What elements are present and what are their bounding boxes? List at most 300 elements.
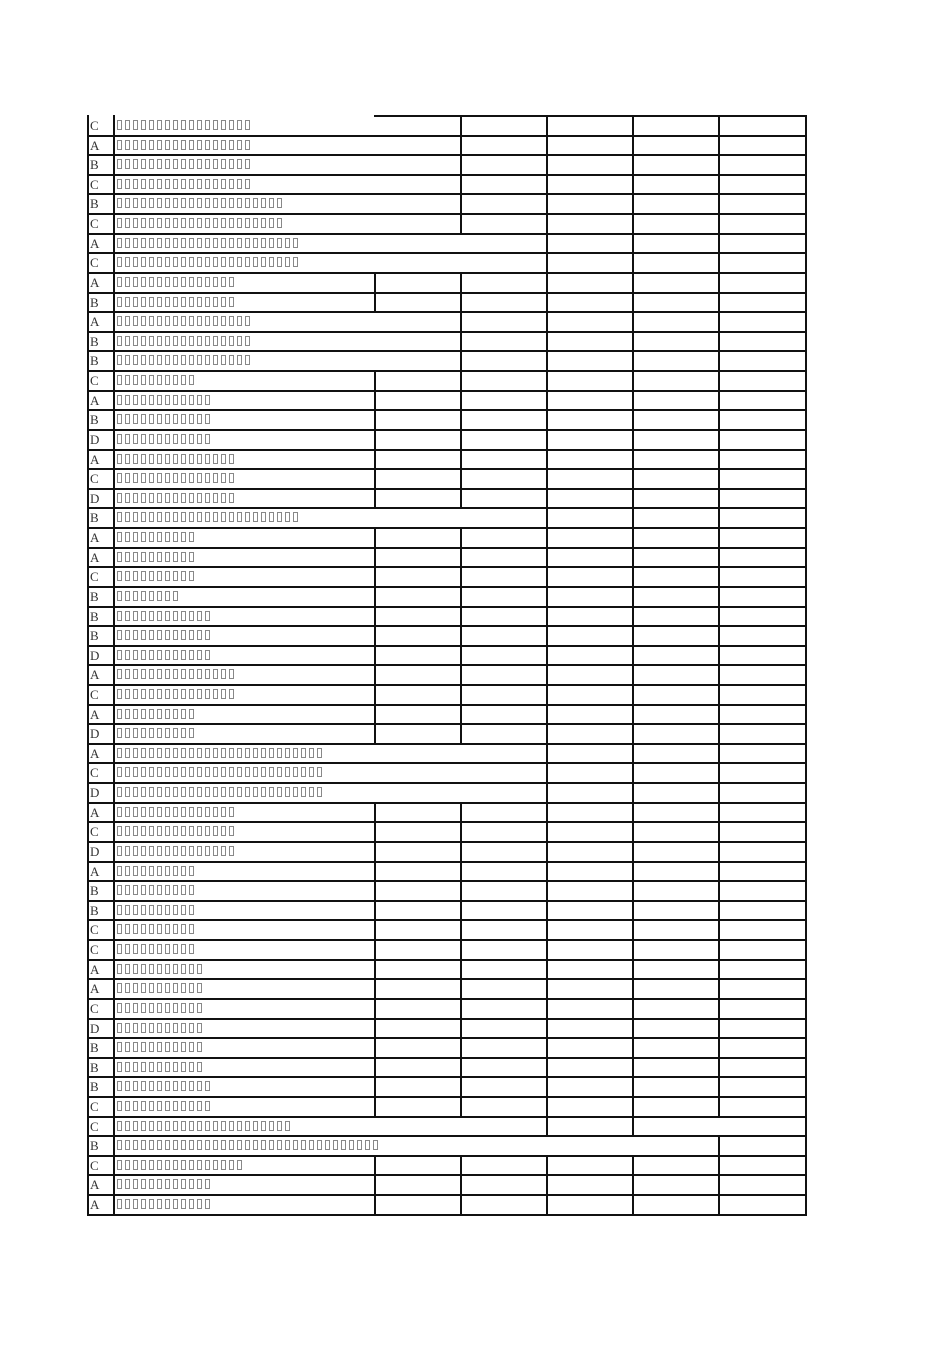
missing-glyph-box bbox=[141, 571, 146, 581]
missing-glyph-box bbox=[365, 1140, 370, 1150]
cell-right-border bbox=[632, 821, 634, 843]
question-text bbox=[117, 159, 253, 170]
missing-glyph-box bbox=[117, 1081, 122, 1091]
missing-glyph-box bbox=[261, 238, 266, 248]
cell-right-border bbox=[718, 645, 720, 666]
cell-right-border bbox=[805, 606, 807, 627]
missing-glyph-box bbox=[157, 944, 162, 954]
missing-glyph-box bbox=[149, 650, 154, 660]
cell-right-border bbox=[805, 468, 807, 490]
grade-cell: B bbox=[90, 510, 99, 525]
missing-glyph-box bbox=[173, 905, 178, 915]
missing-glyph-box bbox=[117, 532, 122, 542]
missing-glyph-box bbox=[165, 669, 170, 679]
missing-glyph-box bbox=[285, 238, 290, 248]
missing-glyph-box bbox=[181, 532, 186, 542]
missing-glyph-box bbox=[141, 1179, 146, 1189]
missing-glyph-box bbox=[181, 571, 186, 581]
cell-right-border bbox=[805, 939, 807, 961]
missing-glyph-box bbox=[189, 454, 194, 464]
question-text bbox=[117, 1062, 205, 1073]
cell-right-border bbox=[374, 566, 376, 588]
missing-glyph-box bbox=[189, 1121, 194, 1131]
missing-glyph-box bbox=[309, 767, 314, 777]
missing-glyph-box bbox=[173, 826, 178, 836]
missing-glyph-box bbox=[293, 1140, 298, 1150]
missing-glyph-box bbox=[157, 434, 162, 444]
missing-glyph-box bbox=[181, 493, 186, 503]
missing-glyph-box bbox=[181, 748, 186, 758]
missing-glyph-box bbox=[125, 591, 130, 601]
missing-glyph-box bbox=[141, 434, 146, 444]
missing-glyph-box bbox=[133, 1179, 138, 1189]
missing-glyph-box bbox=[125, 454, 130, 464]
missing-glyph-box bbox=[237, 1160, 242, 1170]
missing-glyph-box bbox=[149, 1023, 154, 1033]
question-text bbox=[117, 414, 213, 425]
missing-glyph-box bbox=[205, 767, 210, 777]
missing-glyph-box bbox=[181, 1062, 186, 1072]
missing-glyph-box bbox=[173, 1101, 178, 1111]
missing-glyph-box bbox=[197, 414, 202, 424]
missing-glyph-box bbox=[173, 257, 178, 267]
missing-glyph-box bbox=[125, 1121, 130, 1131]
missing-glyph-box bbox=[269, 238, 274, 248]
cell-right-border bbox=[374, 1096, 376, 1118]
cell-right-border bbox=[805, 311, 807, 333]
grade-cell: C bbox=[90, 1119, 99, 1134]
cell-right-border bbox=[718, 213, 720, 235]
missing-glyph-box bbox=[117, 866, 122, 876]
missing-glyph-box bbox=[189, 787, 194, 797]
missing-glyph-box bbox=[205, 1101, 210, 1111]
cell-right-border bbox=[632, 449, 634, 470]
missing-glyph-box bbox=[117, 1062, 122, 1072]
question-text bbox=[117, 218, 285, 229]
missing-glyph-box bbox=[181, 964, 186, 974]
cell-right-border bbox=[718, 939, 720, 961]
missing-glyph-box bbox=[141, 689, 146, 699]
cell-right-border bbox=[374, 880, 376, 902]
missing-glyph-box bbox=[173, 1121, 178, 1131]
missing-glyph-box bbox=[117, 238, 122, 248]
missing-glyph-box bbox=[157, 316, 162, 326]
missing-glyph-box bbox=[221, 767, 226, 777]
missing-glyph-box bbox=[173, 552, 178, 562]
missing-glyph-box bbox=[149, 1101, 154, 1111]
cell-right-border bbox=[632, 135, 634, 156]
missing-glyph-box bbox=[245, 238, 250, 248]
missing-glyph-box bbox=[173, 159, 178, 169]
missing-glyph-box bbox=[229, 159, 234, 169]
cell-right-border bbox=[632, 802, 634, 823]
cell-right-border bbox=[805, 684, 807, 706]
cell-right-border bbox=[374, 919, 376, 941]
missing-glyph-box bbox=[261, 767, 266, 777]
row-bottom-border bbox=[87, 978, 807, 980]
missing-glyph-box bbox=[269, 512, 274, 522]
missing-glyph-box bbox=[165, 807, 170, 817]
row-bottom-border bbox=[87, 174, 807, 176]
cell-right-border bbox=[460, 350, 462, 372]
grade-cell: D bbox=[90, 648, 100, 663]
missing-glyph-box bbox=[221, 257, 226, 267]
missing-glyph-box bbox=[165, 905, 170, 915]
row-bottom-border bbox=[87, 919, 807, 921]
cell-right-border bbox=[546, 1057, 548, 1078]
missing-glyph-box bbox=[197, 473, 202, 483]
missing-glyph-box bbox=[189, 1042, 194, 1052]
cell-right-border bbox=[460, 547, 462, 568]
cell-right-border bbox=[460, 1076, 462, 1098]
cell-right-border bbox=[805, 625, 807, 647]
missing-glyph-box bbox=[149, 767, 154, 777]
row-bottom-border bbox=[87, 527, 807, 529]
missing-glyph-box bbox=[141, 767, 146, 777]
missing-glyph-box bbox=[125, 709, 130, 719]
missing-glyph-box bbox=[189, 944, 194, 954]
cell-right-border bbox=[460, 625, 462, 647]
row-bottom-border bbox=[87, 1194, 807, 1196]
cell-right-border bbox=[718, 978, 720, 1000]
missing-glyph-box bbox=[205, 257, 210, 267]
question-text bbox=[117, 198, 285, 209]
missing-glyph-box bbox=[205, 1199, 210, 1209]
missing-glyph-box bbox=[149, 826, 154, 836]
missing-glyph-box bbox=[125, 924, 130, 934]
missing-glyph-box bbox=[229, 748, 234, 758]
missing-glyph-box bbox=[141, 885, 146, 895]
missing-glyph-box bbox=[133, 866, 138, 876]
missing-glyph-box bbox=[181, 983, 186, 993]
missing-glyph-box bbox=[173, 866, 178, 876]
missing-glyph-box bbox=[133, 159, 138, 169]
missing-glyph-box bbox=[253, 218, 258, 228]
cell-right-border bbox=[805, 488, 807, 509]
missing-glyph-box bbox=[125, 1101, 130, 1111]
question-text bbox=[117, 336, 253, 347]
missing-glyph-box bbox=[117, 1003, 122, 1013]
missing-glyph-box bbox=[229, 846, 234, 856]
missing-glyph-box bbox=[141, 807, 146, 817]
cell-right-border bbox=[805, 370, 807, 392]
missing-glyph-box bbox=[181, 709, 186, 719]
missing-glyph-box bbox=[165, 1062, 170, 1072]
missing-glyph-box bbox=[157, 866, 162, 876]
missing-glyph-box bbox=[245, 1140, 250, 1150]
grade-cell: C bbox=[90, 255, 99, 270]
missing-glyph-box bbox=[197, 1140, 202, 1150]
missing-glyph-box bbox=[141, 944, 146, 954]
missing-glyph-box bbox=[165, 336, 170, 346]
missing-glyph-box bbox=[173, 944, 178, 954]
missing-glyph-box bbox=[261, 198, 266, 208]
grade-cell: A bbox=[90, 550, 100, 565]
missing-glyph-box bbox=[157, 846, 162, 856]
cell-right-border bbox=[718, 468, 720, 490]
cell-right-border bbox=[718, 625, 720, 647]
missing-glyph-box bbox=[181, 728, 186, 738]
missing-glyph-box bbox=[301, 787, 306, 797]
missing-glyph-box bbox=[285, 767, 290, 777]
cell-right-border bbox=[460, 527, 462, 549]
missing-glyph-box bbox=[133, 179, 138, 189]
missing-glyph-box bbox=[229, 316, 234, 326]
missing-glyph-box bbox=[189, 120, 194, 130]
missing-glyph-box bbox=[197, 1160, 202, 1170]
missing-glyph-box bbox=[213, 493, 218, 503]
cell-right-border bbox=[632, 331, 634, 352]
missing-glyph-box bbox=[125, 512, 130, 522]
missing-glyph-box bbox=[221, 179, 226, 189]
missing-glyph-box bbox=[141, 924, 146, 934]
cell-right-border bbox=[632, 900, 634, 921]
grade-cell: B bbox=[90, 1040, 99, 1055]
missing-glyph-box bbox=[205, 297, 210, 307]
missing-glyph-box bbox=[173, 336, 178, 346]
missing-glyph-box bbox=[165, 1160, 170, 1170]
cell-right-border bbox=[374, 1037, 376, 1059]
missing-glyph-box bbox=[133, 905, 138, 915]
missing-glyph-box bbox=[117, 414, 122, 424]
missing-glyph-box bbox=[149, 846, 154, 856]
missing-glyph-box bbox=[133, 571, 138, 581]
missing-glyph-box bbox=[285, 748, 290, 758]
missing-glyph-box bbox=[173, 669, 178, 679]
missing-glyph-box bbox=[189, 1023, 194, 1033]
missing-glyph-box bbox=[205, 120, 210, 130]
cell-right-border bbox=[805, 1037, 807, 1059]
missing-glyph-box bbox=[213, 826, 218, 836]
missing-glyph-box bbox=[149, 905, 154, 915]
missing-glyph-box bbox=[317, 748, 322, 758]
cell-right-border bbox=[460, 193, 462, 215]
missing-glyph-box bbox=[181, 1003, 186, 1013]
missing-glyph-box bbox=[141, 1003, 146, 1013]
missing-glyph-box bbox=[117, 650, 122, 660]
missing-glyph-box bbox=[125, 434, 130, 444]
missing-glyph-box bbox=[117, 1042, 122, 1052]
row-bottom-border bbox=[87, 311, 807, 313]
missing-glyph-box bbox=[165, 767, 170, 777]
missing-glyph-box bbox=[189, 1199, 194, 1209]
missing-glyph-box bbox=[237, 238, 242, 248]
cell-right-border bbox=[632, 762, 634, 784]
row-bottom-border bbox=[87, 704, 807, 706]
cell-right-border bbox=[632, 939, 634, 961]
missing-glyph-box bbox=[125, 611, 130, 621]
question-text bbox=[117, 748, 325, 759]
missing-glyph-box bbox=[157, 1179, 162, 1189]
missing-glyph-box bbox=[197, 630, 202, 640]
missing-glyph-box bbox=[293, 257, 298, 267]
cell-right-border bbox=[374, 390, 376, 411]
missing-glyph-box bbox=[189, 748, 194, 758]
missing-glyph-box bbox=[117, 473, 122, 483]
missing-glyph-box bbox=[229, 257, 234, 267]
missing-glyph-box bbox=[253, 748, 258, 758]
cell-right-border bbox=[718, 743, 720, 764]
missing-glyph-box bbox=[181, 414, 186, 424]
missing-glyph-box bbox=[165, 709, 170, 719]
cell-right-border bbox=[546, 880, 548, 902]
missing-glyph-box bbox=[165, 826, 170, 836]
missing-glyph-box bbox=[165, 1101, 170, 1111]
missing-glyph-box bbox=[197, 140, 202, 150]
cell-right-border bbox=[805, 449, 807, 470]
missing-glyph-box bbox=[165, 866, 170, 876]
question-text bbox=[117, 1179, 213, 1190]
grade-cell: C bbox=[90, 1099, 99, 1114]
missing-glyph-box bbox=[117, 316, 122, 326]
missing-glyph-box bbox=[117, 571, 122, 581]
missing-glyph-box bbox=[117, 257, 122, 267]
missing-glyph-box bbox=[213, 748, 218, 758]
missing-glyph-box bbox=[189, 905, 194, 915]
cell-right-border bbox=[546, 1018, 548, 1039]
missing-glyph-box bbox=[189, 611, 194, 621]
missing-glyph-box bbox=[237, 120, 242, 130]
missing-glyph-box bbox=[189, 512, 194, 522]
missing-glyph-box bbox=[181, 944, 186, 954]
cell-right-border bbox=[546, 919, 548, 941]
missing-glyph-box bbox=[189, 179, 194, 189]
cell-right-border bbox=[374, 959, 376, 980]
missing-glyph-box bbox=[197, 748, 202, 758]
missing-glyph-box bbox=[181, 434, 186, 444]
missing-glyph-box bbox=[221, 140, 226, 150]
missing-glyph-box bbox=[181, 454, 186, 464]
question-text bbox=[117, 905, 197, 916]
missing-glyph-box bbox=[173, 454, 178, 464]
missing-glyph-box bbox=[157, 395, 162, 405]
row-bottom-border bbox=[87, 880, 807, 882]
cell-right-border bbox=[546, 959, 548, 980]
missing-glyph-box bbox=[157, 277, 162, 287]
missing-glyph-box bbox=[173, 512, 178, 522]
missing-glyph-box bbox=[285, 512, 290, 522]
missing-glyph-box bbox=[229, 454, 234, 464]
missing-glyph-box bbox=[205, 316, 210, 326]
missing-glyph-box bbox=[221, 297, 226, 307]
missing-glyph-box bbox=[221, 238, 226, 248]
missing-glyph-box bbox=[173, 1042, 178, 1052]
missing-glyph-box bbox=[125, 983, 130, 993]
cell-right-border bbox=[805, 1155, 807, 1176]
question-text bbox=[117, 1101, 213, 1112]
missing-glyph-box bbox=[213, 120, 218, 130]
missing-glyph-box bbox=[173, 532, 178, 542]
cell-right-border bbox=[546, 1194, 548, 1216]
missing-glyph-box bbox=[149, 198, 154, 208]
missing-glyph-box bbox=[189, 866, 194, 876]
missing-glyph-box bbox=[141, 395, 146, 405]
cell-right-border bbox=[805, 409, 807, 431]
missing-glyph-box bbox=[141, 709, 146, 719]
cell-right-border bbox=[374, 527, 376, 549]
missing-glyph-box bbox=[157, 375, 162, 385]
missing-glyph-box bbox=[205, 395, 210, 405]
question-text bbox=[117, 277, 237, 288]
cell-right-border bbox=[632, 350, 634, 372]
missing-glyph-box bbox=[181, 218, 186, 228]
cell-right-border bbox=[718, 409, 720, 431]
missing-glyph-box bbox=[141, 414, 146, 424]
missing-glyph-box bbox=[133, 1023, 138, 1033]
missing-glyph-box bbox=[181, 1023, 186, 1033]
missing-glyph-box bbox=[261, 218, 266, 228]
missing-glyph-box bbox=[157, 591, 162, 601]
grade-cell: C bbox=[90, 471, 99, 486]
cell-right-border bbox=[805, 998, 807, 1020]
missing-glyph-box bbox=[189, 395, 194, 405]
missing-glyph-box bbox=[165, 1003, 170, 1013]
missing-glyph-box bbox=[189, 767, 194, 777]
missing-glyph-box bbox=[237, 159, 242, 169]
missing-glyph-box bbox=[261, 1140, 266, 1150]
missing-glyph-box bbox=[133, 1199, 138, 1209]
missing-glyph-box bbox=[229, 277, 234, 287]
missing-glyph-box bbox=[189, 159, 194, 169]
missing-glyph-box bbox=[133, 689, 138, 699]
missing-glyph-box bbox=[125, 336, 130, 346]
missing-glyph-box bbox=[221, 493, 226, 503]
cell-right-border bbox=[632, 468, 634, 490]
missing-glyph-box bbox=[149, 591, 154, 601]
cell-right-border bbox=[546, 684, 548, 706]
cell-right-border bbox=[632, 1037, 634, 1059]
missing-glyph-box bbox=[149, 669, 154, 679]
missing-glyph-box bbox=[141, 552, 146, 562]
missing-glyph-box bbox=[189, 1140, 194, 1150]
question-text bbox=[117, 728, 197, 739]
missing-glyph-box bbox=[165, 375, 170, 385]
missing-glyph-box bbox=[125, 238, 130, 248]
missing-glyph-box bbox=[197, 826, 202, 836]
missing-glyph-box bbox=[141, 120, 146, 130]
missing-glyph-box bbox=[125, 257, 130, 267]
missing-glyph-box bbox=[189, 689, 194, 699]
missing-glyph-box bbox=[133, 257, 138, 267]
cell-right-border bbox=[460, 488, 462, 509]
cell-right-border bbox=[805, 704, 807, 725]
missing-glyph-box bbox=[125, 807, 130, 817]
cell-right-border bbox=[546, 821, 548, 843]
cell-right-border bbox=[632, 1155, 634, 1176]
missing-glyph-box bbox=[133, 885, 138, 895]
cell-right-border bbox=[632, 1116, 634, 1137]
missing-glyph-box bbox=[181, 885, 186, 895]
question-text bbox=[117, 434, 213, 445]
missing-glyph-box bbox=[245, 218, 250, 228]
missing-glyph-box bbox=[229, 1140, 234, 1150]
missing-glyph-box bbox=[245, 336, 250, 346]
missing-glyph-box bbox=[173, 1160, 178, 1170]
missing-glyph-box bbox=[165, 120, 170, 130]
missing-glyph-box bbox=[181, 120, 186, 130]
cell-right-border bbox=[546, 527, 548, 549]
cell-right-border bbox=[805, 1194, 807, 1216]
cell-right-border bbox=[546, 1076, 548, 1098]
row-bottom-border bbox=[87, 252, 807, 254]
missing-glyph-box bbox=[165, 218, 170, 228]
cell-right-border bbox=[805, 1057, 807, 1078]
missing-glyph-box bbox=[245, 140, 250, 150]
cell-right-border bbox=[632, 252, 634, 274]
missing-glyph-box bbox=[133, 846, 138, 856]
cell-right-border bbox=[632, 1174, 634, 1196]
missing-glyph-box bbox=[189, 473, 194, 483]
